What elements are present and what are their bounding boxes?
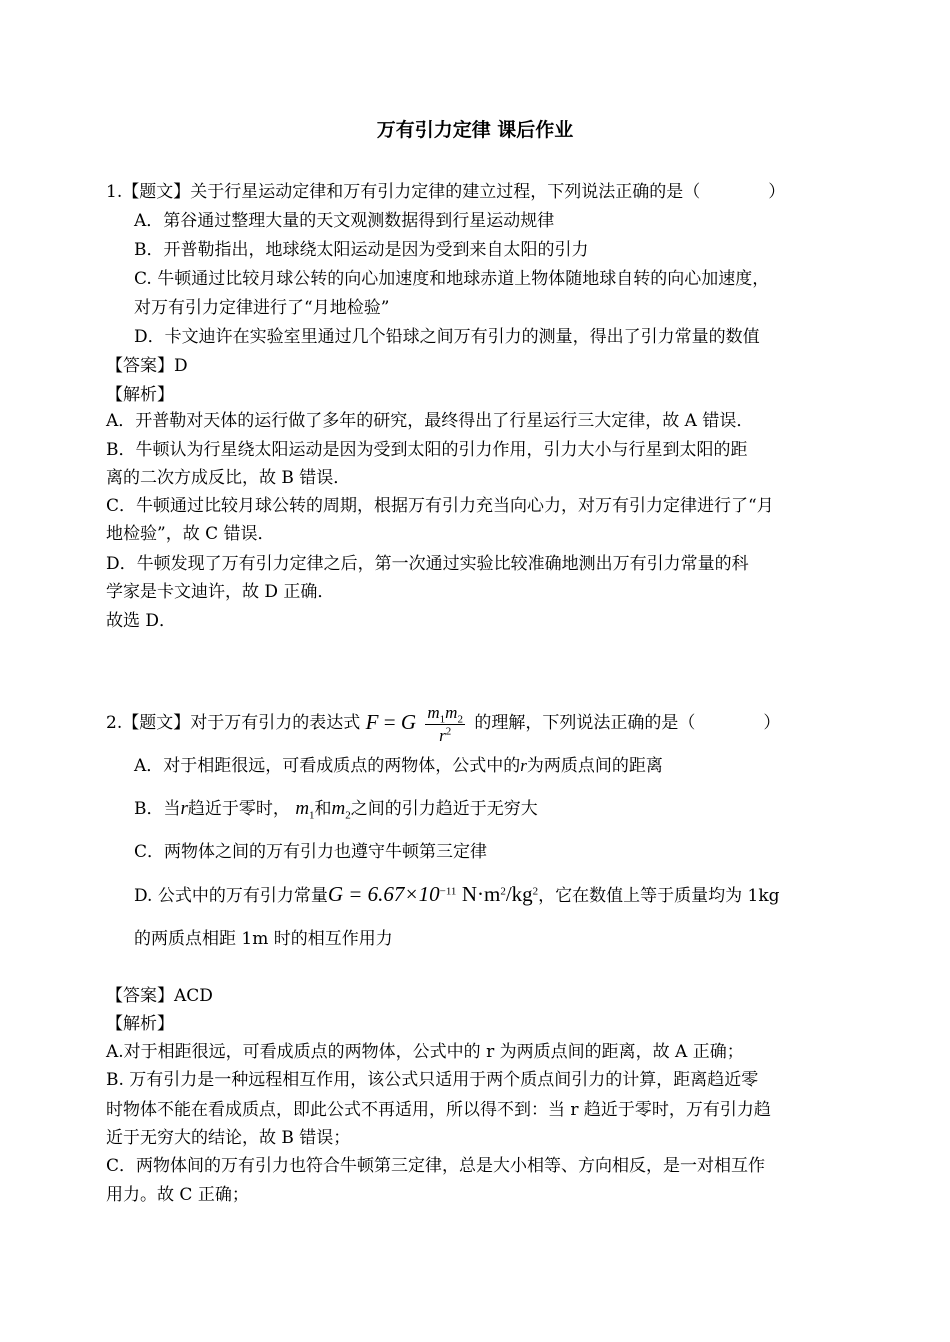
q2-option-d-unit2-exp: 2 xyxy=(532,885,539,898)
q2-option-b-m1-sub: 1 xyxy=(309,809,315,822)
q2-analysis-line: 用力。故 C 正确； xyxy=(106,1185,249,1205)
q1-stem: 1.【题文】关于行星运动定律和万有引力定律的建立过程，下列说法正确的是（ ） xyxy=(106,182,786,202)
q2-option-b-m2: m xyxy=(331,798,346,819)
formula-fraction xyxy=(425,702,465,747)
q2-option-c: C．两物体之间的万有引力也遵守牛顿第三定律 xyxy=(134,842,488,862)
q2-option-b-pre: B．当 xyxy=(134,799,181,819)
q1-analysis-line: 故选 D． xyxy=(106,611,177,631)
q2-option-b-mid: 趋近于零时， xyxy=(187,799,290,819)
q1-option-d: D．卡文迪许在实验室里通过几个铅球之间万有引力的测量，得出了引力常量的数值 xyxy=(134,327,760,347)
q2-option-d-post: ，它在数值上等于质量均为 1kg xyxy=(538,886,780,906)
q1-analysis-line: 地检验”，故 C 错误． xyxy=(106,524,275,544)
q2-option-d xyxy=(134,882,780,908)
q1-analysis-label: 【解析】 xyxy=(106,385,174,405)
q2-option-d-exp: −11 xyxy=(439,885,457,898)
q2-option-d-unit-exp: 2 xyxy=(500,885,506,898)
q1-analysis-line: B．牛顿认为行星绕太阳运动是因为受到太阳的引力作用，引力大小与行星到太阳的距 xyxy=(106,440,748,460)
q2-option-a xyxy=(134,754,663,778)
q1-option-c: C. 牛顿通过比较月球公转的向心加速度和地球赤道上物体随地球自转的向心加速度， xyxy=(134,269,770,289)
q2-option-b-and: 和 xyxy=(314,799,332,819)
formula-m1: $m_1$ xyxy=(427,703,446,726)
formula-eq: = xyxy=(378,710,401,734)
page-title: 万有引力定律 课后作业 xyxy=(376,119,574,141)
q2-analysis-line: A.对于相距很远，可看成质点的两物体，公式中的 r 为两质点间的距离，故 A 正确； xyxy=(106,1042,744,1062)
q2-analysis-label: 【解析】 xyxy=(106,1014,174,1034)
q2-option-b-m1: m xyxy=(295,798,310,819)
q2-option-b-post: 之间的引力趋近于无穷大 xyxy=(350,799,538,819)
formula-numerator xyxy=(425,702,465,725)
formula-lhs: F xyxy=(365,710,379,734)
q2-option-b-m2-sub: 2 xyxy=(345,809,351,822)
q2-option-b xyxy=(134,797,538,821)
gravitation-formula xyxy=(366,700,469,747)
q1-option-b: B．开普勒指出，地球绕太阳运动是因为受到来自太阳的引力 xyxy=(134,240,589,260)
q2-stem-post: 的理解，下列说法正确的是（ ） xyxy=(474,713,781,733)
q1-analysis-line: 离的二次方成反比，故 B 错误． xyxy=(106,468,351,488)
q2-stem xyxy=(106,700,780,747)
formula-denominator: $r^2$ xyxy=(439,725,452,745)
q2-option-a-pre: A．对于相距很远，可看成质点的两物体，公式中的 xyxy=(134,756,521,776)
q2-analysis-line: C．两物体间的万有引力也符合牛顿第三定律，总是大小相等、方向相反，是一对相互作 xyxy=(106,1156,766,1176)
q2-option-d-pre: D. 公式中的万有引力常量 xyxy=(134,886,328,906)
q2-answer: 【答案】ACD xyxy=(106,986,213,1006)
q1-option-a: A．第谷通过整理大量的天文观测数据得到行星运动规律 xyxy=(134,211,555,231)
q2-option-a-var: r xyxy=(520,756,527,775)
q2-option-d-cont: 的两质点相距 1m 时的相互作用力 xyxy=(134,929,393,949)
q1-answer: 【答案】D xyxy=(106,356,188,376)
q2-option-b-var: r xyxy=(180,798,188,819)
q2-analysis-line: 时物体不能在看成质点，即此公式不再适用，所以得不到：当 r 趋近于零时，万有引力趋 xyxy=(106,1100,771,1120)
q2-option-d-unit2: /kg xyxy=(505,882,533,906)
q1-option-c-cont: 对万有引力定律进行了“月地检验” xyxy=(134,298,390,318)
q1-analysis-line: A．开普勒对天体的运行做了多年的研究，最终得出了行星运行三大定律，故 A 错误． xyxy=(106,411,754,431)
formula-g: G xyxy=(400,710,416,734)
q2-option-d-unit: N·m xyxy=(461,882,501,906)
q1-analysis-line: C．牛顿通过比较月球公转的周期，根据万有引力充当向心力，对万有引力定律进行了“月 xyxy=(106,496,774,516)
q2-analysis-line: B. 万有引力是一种远程相互作用，该公式只适用于两个质点间引力的计算，距离趋近零 xyxy=(106,1070,759,1090)
q1-analysis-line: 学家是卡文迪许，故 D 正确． xyxy=(106,582,335,602)
q2-stem-pre: 2.【题文】对于万有引力的表达式 xyxy=(106,713,361,733)
q2-option-d-formula: G = 6.67×10 xyxy=(327,882,440,906)
q1-analysis-line: D．牛顿发现了万有引力定律之后，第一次通过实验比较准确地测出万有引力常量的科 xyxy=(106,554,749,574)
q2-option-a-post: 为两质点间的距离 xyxy=(526,756,663,776)
q2-analysis-line: 近于无穷大的结论，故 B 错误； xyxy=(106,1128,351,1148)
formula-m2: $m_2$ xyxy=(445,703,463,726)
